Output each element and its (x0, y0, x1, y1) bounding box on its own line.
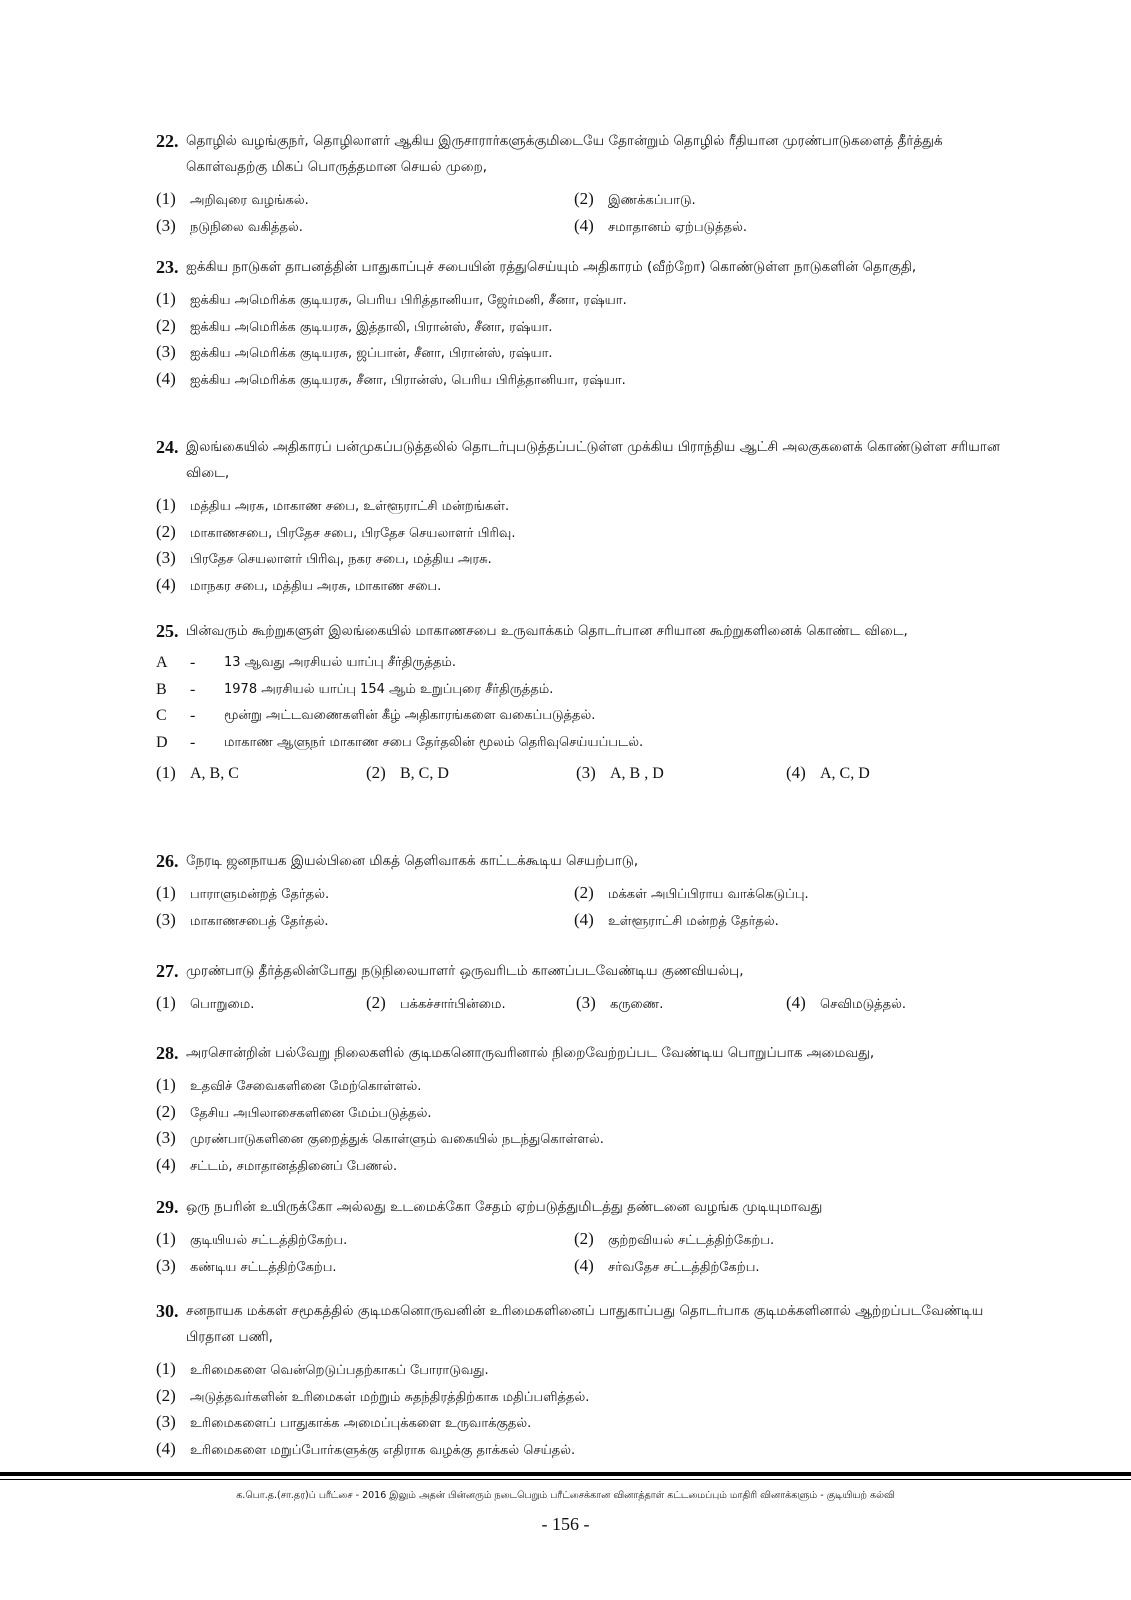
option-4[interactable]: (4) சர்வதேச சட்டத்திற்கேற்ப. (574, 1255, 760, 1275)
option-1[interactable]: (1) அறிவுரை வழங்கல். (156, 189, 309, 208)
option-1[interactable]: (1) குடியியல் சட்டத்திற்கேற்ப. (156, 1229, 348, 1248)
option-4[interactable]: (4) A, C, D (786, 763, 870, 782)
question-number: 22. (156, 131, 179, 151)
option-3[interactable]: (3) உரிமைகளைப் பாதுகாக்க அமைப்புக்களை உருவாக்குதல். (156, 1412, 532, 1431)
options (156, 880, 1028, 933)
question-26 (156, 848, 1028, 933)
question-text: சனநாயக மக்கள் சமூகத்தில் குடிமகனொருவனின் உரிமைகளினைப் பாதுகாப்பது தொடர்பாக குடிமக்களினால் ஆற்றப்படவேண்டிய பிரதான பணி, (186, 1303, 984, 1345)
option-4[interactable]: (4) சட்டம், சமாதானத்தினைப் பேணல். (156, 1154, 398, 1174)
option-3[interactable]: (3) கருணை. (576, 993, 664, 1012)
option-1[interactable]: (1) உரிமைகளை வென்றெடுப்பதற்காகப் போராடுவது. (156, 1359, 489, 1378)
option-3[interactable]: (3) நடுநிலை வகித்தல். (156, 215, 303, 235)
statement-d: D - மாகாண ஆளுநர் மாகாண சபை தேர்தலின் மூலம் தெரிவுசெய்யப்படல். (156, 733, 644, 751)
option-1[interactable]: (1) மத்திய அரசு, மாகாண சபை, உள்ளூராட்சி மன்றங்கள். (156, 495, 510, 514)
question-28 (156, 1040, 1028, 1178)
options (156, 286, 1028, 392)
question-25 (156, 618, 1028, 787)
question-text: முரண்பாடு தீர்த்தலின்போது நடுநிலையாளர் ஒருவரிடம் காணப்படவேண்டிய குணவியல்பு, (186, 963, 744, 979)
statement-b: B - 1978 அரசியல் யாப்பு 154 ஆம் உறுப்புரை சீர்திருத்தம். (156, 680, 554, 698)
question-30 (156, 1298, 1028, 1462)
option-3[interactable]: (3) A, B , D (576, 763, 664, 782)
option-4[interactable]: (4) உரிமைகளை மறுப்போர்களுக்கு எதிராக வழக்கு தாக்கல் செய்தல். (156, 1438, 576, 1458)
question-23 (156, 254, 1028, 392)
option-3[interactable]: (3) மாகாணசபைத் தேர்தல். (156, 909, 329, 929)
question-27 (156, 958, 1028, 1017)
question-text: இலங்கையில் அதிகாரப் பன்முகப்படுத்தலில் தொடர்புபடுத்தப்பட்டுள்ள முக்கிய பிராந்திய ஆட்சி அலகுகளைக் கொண்டுள்ள சரியான விடை, (186, 439, 1000, 481)
option-4[interactable]: (4) செவிமடுத்தல். (786, 993, 907, 1012)
question-number: 30. (156, 1301, 179, 1321)
option-4[interactable]: (4) உள்ளூராட்சி மன்றத் தேர்தல். (574, 909, 779, 929)
option-4[interactable]: (4) மாநகர சபை, மத்திய அரசு, மாகாண சபை. (156, 574, 442, 594)
footer-caption: க.பொ.த.(சா.தர)ப் பரீட்சை - 2016 இலும் அதன் பின்னரும் நடைபெறும் பரீட்சைக்கான வினாத்தாள் கட்டமைப்பும் மாதிரி வினாக்களும் - குடியியற் கல்வி (236, 1490, 895, 1501)
option-3[interactable]: (3) ஐக்கிய அமெரிக்க குடியரசு, ஜப்பான், சீனா, பிரான்ஸ், ரஷ்யா. (156, 342, 553, 361)
question-text: நேரடி ஜனநாயக இயல்பினை மிகத் தெளிவாகக் காட்டக்கூடிய செயற்பாடு, (186, 853, 639, 869)
option-4[interactable]: (4) ஐக்கிய அமெரிக்க குடியரசு, சீனா, பிரான்ஸ், பெரிய பிரித்தானியா, ரஷ்யா. (156, 368, 626, 388)
question-text: அரசொன்றின் பல்வேறு நிலைகளில் குடிமகனொருவரினால் நிறைவேற்றப்பட வேண்டிய பொறுப்பாக அமைவது, (186, 1045, 875, 1061)
option-1[interactable]: (1) ஐக்கிய அமெரிக்க குடியரசு, பெரிய பிரித்தானியா, ஜேர்மனி, சீனா, ரஷ்யா. (156, 289, 627, 308)
option-2[interactable]: (2) B, C, D (366, 763, 449, 782)
question-number: 23. (156, 257, 179, 277)
statement-c: C - மூன்று அட்டவணைகளின் கீழ் அதிகாரங்களை வகைப்படுத்தல். (156, 707, 596, 724)
options (156, 492, 1028, 598)
option-1[interactable]: (1) பாராளுமன்றத் தேர்தல். (156, 883, 330, 902)
question-number: 27. (156, 961, 179, 981)
statement-a: A - 13 ஆவது அரசியல் யாப்பு சீர்திருத்தம். (156, 654, 457, 671)
options (156, 1226, 1028, 1279)
option-1[interactable]: (1) உதவிச் சேவைகளினை மேற்கொள்ளல். (156, 1075, 422, 1094)
question-29 (156, 1194, 1028, 1279)
option-2[interactable]: (2) குற்றவியல் சட்டத்திற்கேற்ப. (574, 1229, 775, 1248)
option-2[interactable]: (2) இணக்கப்பாடு. (574, 189, 696, 208)
option-3[interactable]: (3) பிரதேச செயலாளர் பிரிவு, நகர சபை, மத்திய அரசு. (156, 548, 492, 567)
question-number: 26. (156, 851, 179, 871)
footer-rule-thin (0, 1479, 1131, 1480)
options (156, 1356, 1028, 1462)
option-2[interactable]: (2) மாகாணசபை, பிரதேச சபை, பிரதேச செயலாளர் பிரிவு. (156, 521, 516, 541)
question-text: ஐக்கிய நாடுகள் தாபனத்தின் பாதுகாப்புச் சபையின் ரத்துசெய்யும் அதிகாரம் (வீற்றோ) கொண்டுள்ள நாடுகளின் தொகுதி, (186, 259, 917, 275)
option-1[interactable]: (1) A, B, C (156, 763, 239, 782)
option-2[interactable]: (2) மக்கள் அபிப்பிராய வாக்கெடுப்பு. (574, 883, 809, 902)
option-2[interactable]: (2) அடுத்தவர்களின் உரிமைகள் மற்றும் சுதந்திரத்திற்காக மதிப்பளித்தல். (156, 1385, 590, 1405)
statements (156, 650, 1028, 756)
question-number: 28. (156, 1043, 179, 1063)
options (156, 1072, 1028, 1178)
option-2[interactable]: (2) தேசிய அபிலாசைகளினை மேம்படுத்தல். (156, 1101, 432, 1121)
option-3[interactable]: (3) முரண்பாடுகளினை குறைத்துக் கொள்ளும் வகையில் நடந்துகொள்ளல். (156, 1128, 604, 1147)
option-2[interactable]: (2) ஐக்கிய அமெரிக்க குடியரசு, இத்தாலி, பிரான்ஸ், சீனா, ரஷ்யா. (156, 315, 553, 335)
question-text: தொழில் வழங்குநர், தொழிலாளர் ஆகிய இருசாரார்களுக்குமிடையே தோன்றும் தொழில் ரீதியான முரண்பாடுகளைத் தீர்த்துக் கொள்வதற்கு மிகப் பொருத்தமான செயல் முறை, (186, 133, 943, 175)
options (156, 186, 1028, 239)
option-4[interactable]: (4) சமாதானம் ஏற்படுத்தல். (574, 215, 748, 235)
page-number: - 156 - (541, 1514, 590, 1534)
options (156, 760, 1028, 787)
question-text: பின்வரும் கூற்றுகளுள் இலங்கையில் மாகாணசபை உருவாக்கம் தொடர்பான சரியான கூற்றுகளினைக் கொண்ட விடை, (186, 623, 908, 639)
question-24 (156, 434, 1028, 598)
question-number: 24. (156, 437, 179, 457)
option-1[interactable]: (1) பொறுமை. (156, 993, 255, 1012)
question-22 (156, 128, 1028, 239)
options (156, 990, 1028, 1017)
option-3[interactable]: (3) கண்டிய சட்டத்திற்கேற்ப. (156, 1255, 337, 1275)
question-text: ஒரு நபரின் உயிருக்கோ அல்லது உடமைக்கோ சேதம் ஏற்படுத்துமிடத்து தண்டனை வழங்க முடியுமாவது (186, 1199, 823, 1215)
question-number: 25. (156, 621, 179, 641)
footer-rule-thick (0, 1472, 1131, 1476)
question-number: 29. (156, 1197, 179, 1217)
option-2[interactable]: (2) பக்கச்சார்பின்மை. (366, 993, 506, 1012)
